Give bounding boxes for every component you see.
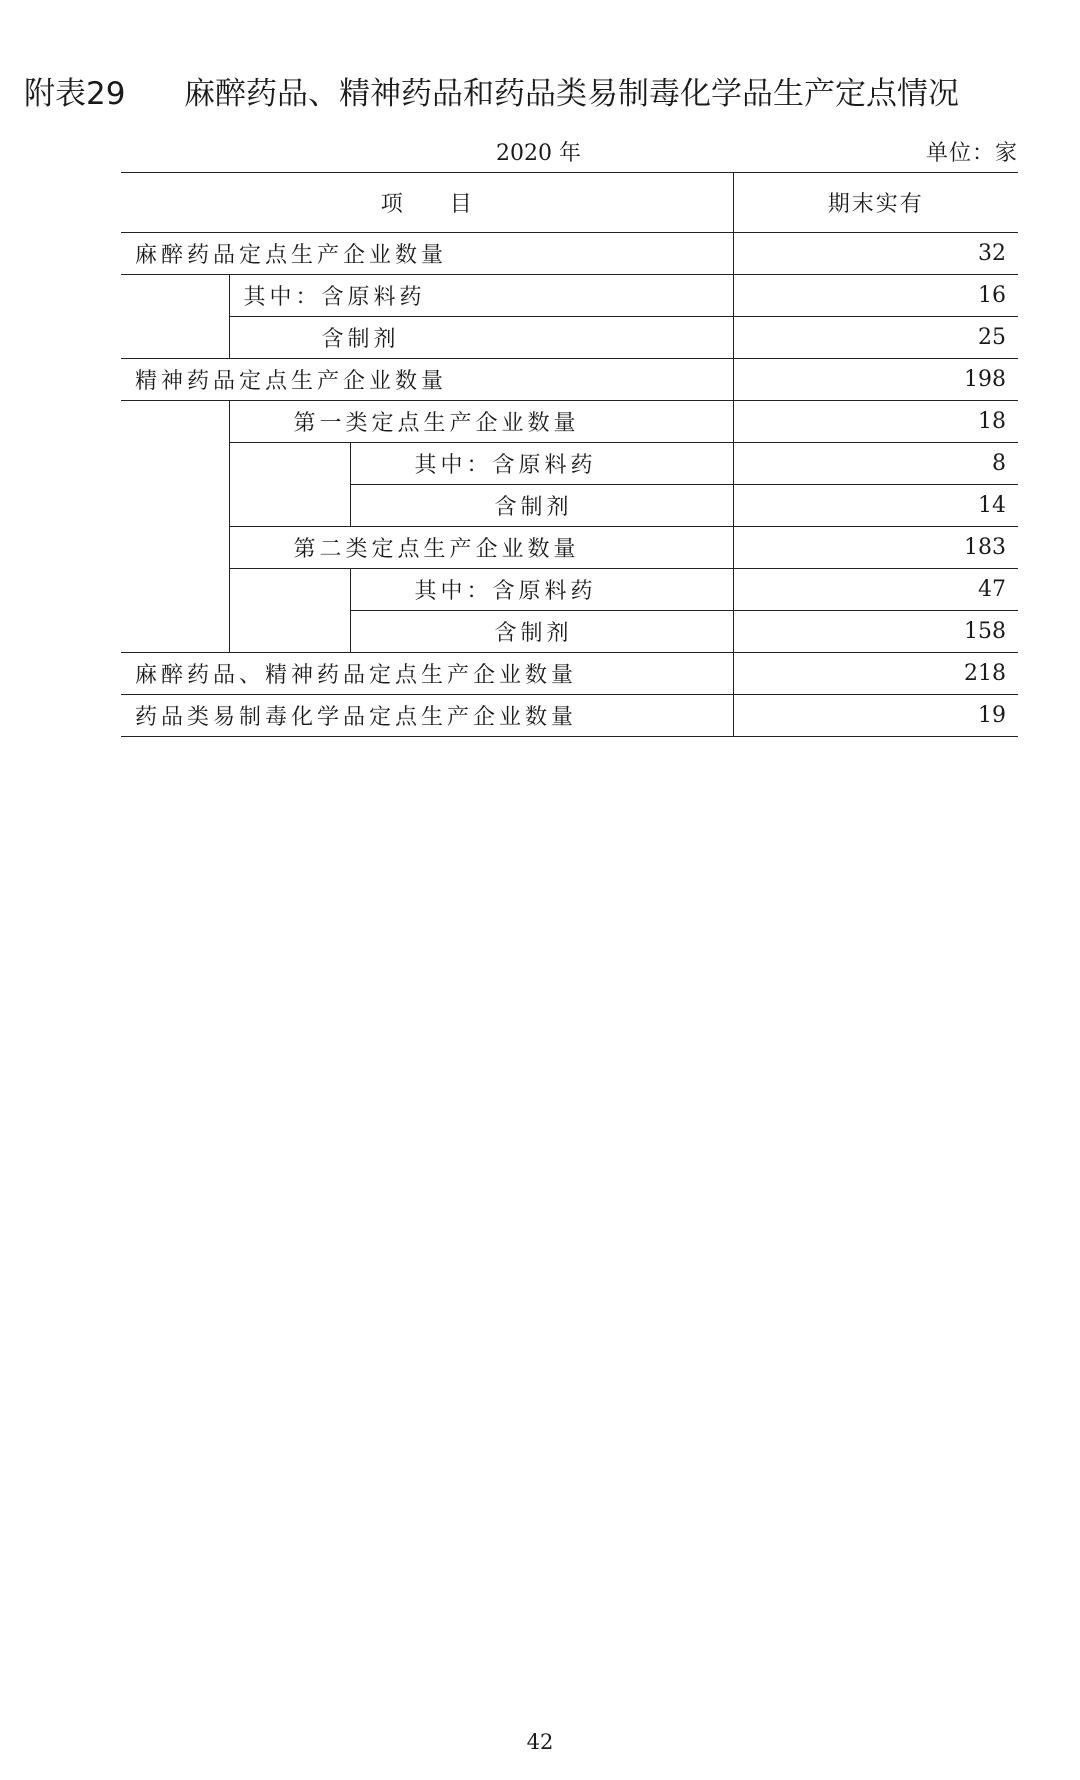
row-label: 第二类定点生产企业数量 — [229, 527, 733, 569]
row-value: 47 — [733, 569, 1018, 611]
row-value: 18 — [733, 401, 1018, 443]
row-label: 其中：含原料药 — [229, 275, 733, 317]
row-value: 32 — [733, 233, 1018, 275]
row-value: 198 — [733, 359, 1018, 401]
table-row — [121, 317, 1018, 359]
document-title — [24, 72, 1056, 116]
table-header-row — [121, 173, 1018, 233]
row-value: 25 — [733, 317, 1018, 359]
indent-spacer — [229, 569, 350, 653]
table-row — [121, 359, 1018, 401]
row-value: 158 — [733, 611, 1018, 653]
row-label: 第一类定点生产企业数量 — [229, 401, 733, 443]
row-label: 其中：含原料药 — [350, 443, 733, 485]
row-value: 16 — [733, 275, 1018, 317]
year-label: 2020 年 — [496, 141, 581, 166]
row-value: 218 — [733, 653, 1018, 695]
row-label: 含制剂 — [350, 611, 733, 653]
indent-spacer — [121, 275, 229, 359]
row-label: 其中：含原料药 — [350, 569, 733, 611]
table-row — [121, 695, 1018, 737]
table-row — [121, 569, 1018, 611]
row-label: 精神药品定点生产企业数量 — [121, 359, 733, 401]
header-value: 期末实有 — [733, 173, 1018, 233]
row-value: 14 — [733, 485, 1018, 527]
table-title: 麻醉药品、精神药品和药品类易制毒化学品生产定点情况 — [184, 76, 959, 112]
data-table — [121, 172, 1018, 737]
page-number: 42 — [526, 1730, 554, 1754]
table-row — [121, 401, 1018, 443]
table-row — [121, 443, 1018, 485]
row-label: 含制剂 — [350, 485, 733, 527]
table-row — [121, 527, 1018, 569]
row-value: 183 — [733, 527, 1018, 569]
row-label: 含制剂 — [229, 317, 733, 359]
header-item: 项 目 — [121, 173, 733, 233]
table-row — [121, 653, 1018, 695]
indent-spacer — [121, 401, 229, 653]
table-code: 附表29 — [24, 76, 126, 112]
table-row — [121, 275, 1018, 317]
table-row — [121, 233, 1018, 275]
row-label: 药品类易制毒化学品定点生产企业数量 — [121, 695, 733, 737]
row-value: 19 — [733, 695, 1018, 737]
unit-label: 单位：家 — [925, 141, 1018, 166]
row-label: 麻醉药品、精神药品定点生产企业数量 — [121, 653, 733, 695]
row-value: 8 — [733, 443, 1018, 485]
indent-spacer — [229, 443, 350, 527]
row-label: 麻醉药品定点生产企业数量 — [121, 233, 733, 275]
